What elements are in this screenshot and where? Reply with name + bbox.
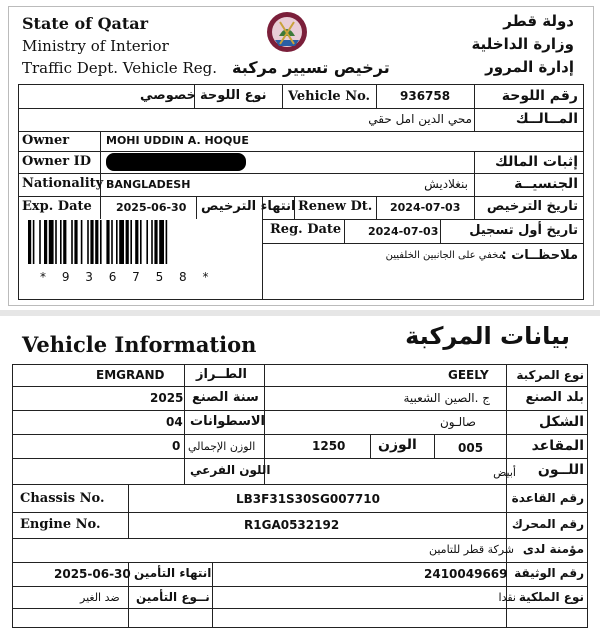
barcode-bar bbox=[55, 220, 57, 264]
ins-exp-label-ar: انتهاء التأمين bbox=[134, 566, 212, 580]
color-label-ar: اللــون bbox=[537, 462, 584, 478]
barcode-bar bbox=[44, 220, 47, 264]
nationality-ar: بنغلاديش bbox=[424, 177, 468, 191]
barcode-bar bbox=[130, 220, 132, 264]
policy-no-value: 2410049669 bbox=[424, 567, 508, 581]
seats-label-ar: المقاعد bbox=[531, 438, 584, 454]
barcode-bar bbox=[135, 220, 138, 264]
notes-label-ar: ملاحظــات : bbox=[501, 248, 578, 263]
plate-type-value: خصوصي bbox=[140, 88, 197, 103]
barcode-bar bbox=[159, 220, 164, 264]
barcode-bar bbox=[49, 220, 54, 264]
year-value: 2025 bbox=[150, 391, 184, 405]
plate-type-label: نوع اللوحة bbox=[200, 88, 267, 103]
exp-date-label: Exp. Date bbox=[22, 199, 92, 214]
sub-color-label-ar: اللون الفرعي bbox=[190, 463, 271, 477]
weight-value: 1250 bbox=[312, 439, 346, 453]
card-table bbox=[18, 84, 584, 300]
barcode-bar bbox=[111, 220, 113, 264]
reg-date-value: 2024-07-03 bbox=[368, 225, 439, 238]
owner-name-ar: محي الدين امل حقي bbox=[368, 112, 472, 126]
renew-date-label: Renew Dt. bbox=[298, 199, 373, 214]
country-label-ar: بلد الصنع bbox=[525, 390, 584, 405]
state-ar: دولة قطر bbox=[503, 12, 574, 30]
barcode-bar bbox=[140, 220, 142, 264]
chassis-value: LB3F31S30SG007710 bbox=[236, 492, 380, 506]
ins-exp-value: 2025-06-30 bbox=[54, 567, 131, 581]
barcode-bar bbox=[33, 220, 35, 264]
nationality-value: BANGLADESH bbox=[106, 178, 191, 191]
gross-weight-label-ar: الوزن الإجمالي bbox=[188, 440, 256, 453]
engine-label-ar: رقم المحرك bbox=[511, 517, 584, 531]
barcode-bar bbox=[74, 220, 77, 264]
title-ar: ترخيص تسيير مركبة bbox=[232, 58, 390, 77]
owner-label: Owner bbox=[22, 133, 70, 148]
barcode-bar bbox=[126, 220, 129, 264]
cylinders-label-ar: الاسطوانات bbox=[190, 414, 266, 429]
ownership-ar: نقدا bbox=[498, 591, 516, 604]
ministry-en: Ministry of Interior bbox=[22, 37, 169, 55]
owner-id-label: Owner ID bbox=[22, 154, 91, 169]
color-ar: أبيض bbox=[493, 466, 516, 479]
notes-ar: مخفي على الجانبين الخلفيين bbox=[385, 250, 504, 261]
barcode-bar bbox=[95, 220, 98, 264]
vehicle-info-title-ar: بيانات المركبة bbox=[405, 322, 570, 350]
exp-date-label-ar: انتهاء الترخيص bbox=[201, 199, 296, 214]
owner-label-ar: المــالــك bbox=[515, 111, 578, 127]
barcode-bar bbox=[28, 220, 31, 264]
engine-label: Engine No. bbox=[20, 517, 101, 532]
shape-label-ar: الشكل bbox=[539, 414, 584, 430]
dept-ar: إدارة المرور bbox=[485, 58, 574, 76]
ownership-label-ar: نوع الملكية bbox=[518, 590, 584, 604]
plate-no-label: رقم اللوحة bbox=[501, 88, 578, 104]
vehicle-no-label: Vehicle No. bbox=[288, 89, 371, 104]
renew-date-label-ar: تاريخ الترخيص bbox=[486, 199, 578, 214]
barcode-bar bbox=[60, 220, 62, 264]
barcode bbox=[28, 220, 244, 264]
owner-id-label-ar: إثبات المالك bbox=[495, 154, 578, 170]
qatar-emblem-icon bbox=[265, 6, 309, 56]
barcode-bar bbox=[63, 220, 66, 264]
barcode-bar bbox=[81, 220, 83, 264]
model-label-ar: الطــراز bbox=[196, 367, 247, 382]
nationality-label-ar: الجنسيــة bbox=[514, 176, 578, 192]
gross-weight-value: 0 bbox=[172, 439, 181, 453]
ministry-ar: وزارة الداخلية bbox=[471, 35, 574, 53]
barcode-bar bbox=[166, 220, 168, 264]
barcode-bar bbox=[119, 220, 124, 264]
insurer-ar: شركة قطر للتامين bbox=[428, 543, 514, 556]
cylinders-value: 04 bbox=[166, 415, 183, 429]
owner-name: MOHI UDDIN A. HOQUE bbox=[106, 134, 249, 147]
exp-date-value: 2025-06-30 bbox=[116, 201, 187, 214]
policy-label-ar: رقم الوثيقة bbox=[514, 566, 584, 580]
ins-type-ar: ضد الغير bbox=[80, 591, 120, 604]
ins-type-label-ar: نــوع التأمين bbox=[136, 590, 210, 604]
model-value: EMGRAND bbox=[96, 368, 165, 382]
weight-label-ar: الوزن bbox=[378, 437, 417, 453]
barcode-bar bbox=[90, 220, 93, 264]
reg-date-label: Reg. Date bbox=[270, 222, 342, 237]
owner-id-redaction bbox=[106, 153, 246, 171]
barcode-bar bbox=[106, 220, 109, 264]
barcode-bar bbox=[87, 220, 89, 264]
insured-label-ar: مؤمنة لدى bbox=[522, 542, 584, 556]
state-en: State of Qatar bbox=[22, 14, 149, 33]
country-ar: ج .الصين الشعبية bbox=[403, 391, 490, 405]
barcode-bar bbox=[151, 220, 153, 264]
vehicle-info-title: Vehicle Information bbox=[22, 332, 257, 357]
make-value: GEELY bbox=[448, 368, 489, 382]
seats-value: 005 bbox=[458, 441, 484, 455]
year-label-ar: سنة الصنع bbox=[192, 390, 259, 405]
section-divider bbox=[0, 310, 600, 316]
plate-no-value: 936758 bbox=[400, 89, 451, 103]
barcode-bar bbox=[71, 220, 73, 264]
barcode-bar bbox=[116, 220, 118, 264]
reg-date-label-ar: تاريخ أول تسجيل bbox=[469, 223, 578, 238]
barcode-bar bbox=[39, 220, 41, 264]
chassis-label: Chassis No. bbox=[20, 491, 105, 506]
barcode-text: * 9 3 6 7 5 8 * bbox=[40, 270, 215, 284]
nationality-label: Nationality bbox=[22, 176, 104, 191]
barcode-bar bbox=[100, 220, 102, 264]
dept-en: Traffic Dept. Vehicle Reg. bbox=[22, 59, 217, 77]
renew-date-value: 2024-07-03 bbox=[390, 201, 461, 214]
barcode-bar bbox=[154, 220, 157, 264]
barcode-bar bbox=[146, 220, 148, 264]
chassis-label-ar: رقم القاعدة bbox=[511, 491, 584, 505]
shape-ar: صالـون bbox=[439, 415, 476, 429]
make-label-ar: نوع المركبة bbox=[516, 368, 584, 382]
engine-value: R1GA0532192 bbox=[244, 518, 340, 532]
